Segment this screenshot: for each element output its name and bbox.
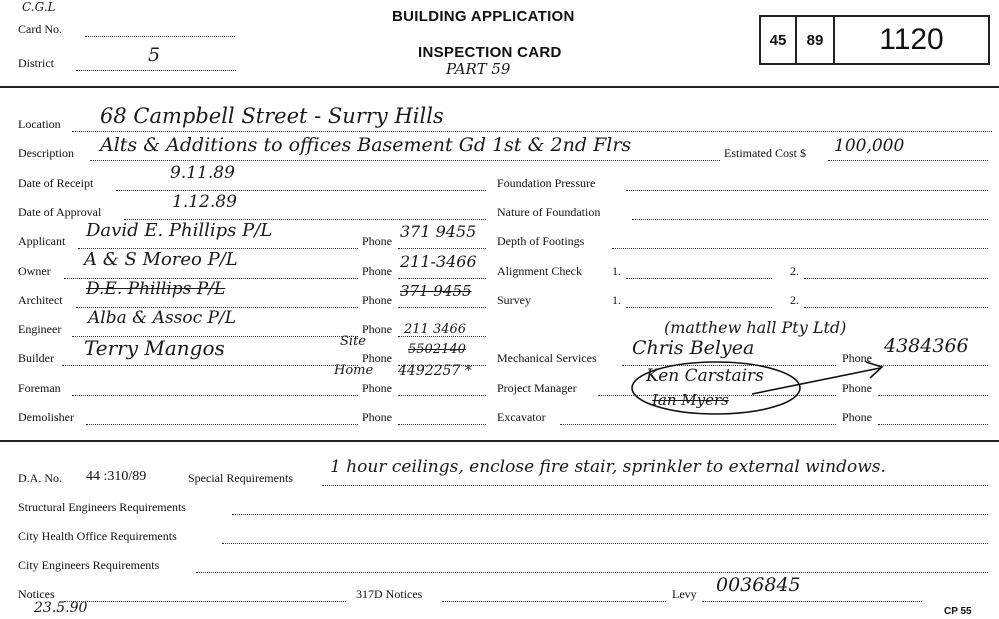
demolisher-label: Demolisher: [18, 410, 74, 424]
mechanical-value: Chris Belyea: [632, 337, 755, 359]
notices-317-label: 317D Notices: [356, 587, 423, 601]
location-label: Location: [18, 117, 61, 131]
approval-value: 1.12.89: [172, 192, 237, 212]
da-label: D.A. No.: [18, 471, 62, 485]
excavator-label: Excavator: [497, 410, 546, 424]
card-number: 1120: [879, 23, 944, 56]
special-label: Special Requirements: [188, 471, 293, 485]
box-cell-a: 45: [761, 17, 797, 63]
builder-value: Terry Mangos: [84, 336, 225, 360]
receipt-label: Date of Receipt: [18, 176, 94, 190]
form-subtitle: INSPECTION CARD: [418, 44, 562, 61]
engineer-value: Alba & Assoc P/L: [88, 308, 237, 328]
home-phone: 4492257 *: [398, 363, 472, 379]
pm-label: Project Manager: [497, 381, 577, 395]
survey-label: Survey: [497, 293, 531, 307]
pm-circle: [632, 362, 800, 414]
description-value: Alts & Additions to offices Basement Gd 1st & 2nd Flrs: [100, 134, 632, 156]
survey-num1: 1.: [612, 293, 621, 307]
notices-label: Notices: [18, 587, 55, 601]
applicant-phone: 371 9455: [400, 222, 477, 241]
builder-phone: 5502140: [408, 342, 466, 357]
owner-value: A & S Moreo P/L: [84, 249, 238, 270]
builder-phone-label: Phone: [362, 351, 392, 365]
applicant-phone-label: Phone: [362, 234, 392, 248]
engineer-phone: 211 3466: [404, 322, 467, 337]
corner-note: C.G.L: [22, 0, 56, 14]
da-value: 44 :310/89: [86, 469, 147, 484]
receipt-value: 9.11.89: [170, 163, 235, 183]
excavator-phone-label: Phone: [842, 410, 872, 424]
engineers-label: City Engineers Requirements: [18, 558, 160, 572]
mechanical-note: (matthew hall Pty Ltd): [664, 318, 847, 337]
mechanical-phone: 4384366: [884, 335, 969, 357]
approval-label: Date of Approval: [18, 205, 102, 219]
architect-label: Architect: [18, 293, 63, 307]
owner-phone: 211-3466: [400, 252, 477, 271]
mechanical-label: Mechanical Services: [497, 351, 597, 365]
depth-footings-label: Depth of Footings: [497, 234, 585, 248]
applicant-value: David E. Phillips P/L: [86, 220, 273, 241]
form-code: CP 55: [944, 606, 972, 617]
pm-value: Ken Carstairs: [646, 366, 764, 386]
survey-num2: 2.: [790, 293, 799, 307]
date-note: 23.5.90: [34, 600, 88, 616]
box-cell-b: 89: [797, 17, 835, 63]
nature-foundation-label: Nature of Foundation: [497, 205, 601, 219]
pm-value-2: Ian Myers: [652, 391, 729, 409]
levy-value: 0036845: [716, 574, 801, 596]
form-title: BUILDING APPLICATION: [392, 8, 575, 25]
health-label: City Health Office Requirements: [18, 529, 177, 543]
middle-rule: [0, 440, 999, 442]
foundation-pressure-label: Foundation Pressure: [497, 176, 596, 190]
description-label: Description: [18, 146, 74, 160]
architect-value: D.E. Phillips P/L: [86, 279, 226, 299]
alignment-num1: 1.: [612, 264, 621, 278]
district-value: 5: [148, 44, 161, 66]
alignment-num2: 2.: [790, 264, 799, 278]
special-value: 1 hour ceilings, enclose fire stair, sprinkler to external windows.: [330, 457, 886, 477]
builder-label: Builder: [18, 351, 54, 365]
applicant-label: Applicant: [18, 234, 66, 248]
demolisher-phone-label: Phone: [362, 410, 392, 424]
architect-phone: 371 9455: [400, 282, 472, 300]
foreman-label: Foreman: [18, 381, 61, 395]
alignment-label: Alignment Check: [497, 264, 582, 278]
site-note: Site: [340, 334, 366, 349]
structural-label: Structural Engineers Requirements: [18, 500, 186, 514]
engineer-phone-label: Phone: [362, 322, 392, 336]
mechanical-phone-label: Phone: [842, 351, 872, 365]
engineer-label: Engineer: [18, 322, 62, 336]
arrow-line: [752, 368, 880, 394]
owner-phone-label: Phone: [362, 264, 392, 278]
owner-label: Owner: [18, 264, 51, 278]
levy-label: Levy: [672, 587, 697, 601]
architect-phone-label: Phone: [362, 293, 392, 307]
pm-phone-label: Phone: [842, 381, 872, 395]
estimated-cost-value: 100,000: [834, 136, 905, 156]
card-no-label: Card No.: [18, 22, 62, 36]
part-note: PART 59: [446, 60, 511, 78]
foreman-phone-label: Phone: [362, 381, 392, 395]
district-label: District: [18, 56, 54, 70]
estimated-cost-label: Estimated Cost $: [724, 146, 806, 160]
location-value: 68 Campbell Street - Surry Hills: [100, 104, 444, 128]
home-note: Home: [334, 363, 374, 378]
